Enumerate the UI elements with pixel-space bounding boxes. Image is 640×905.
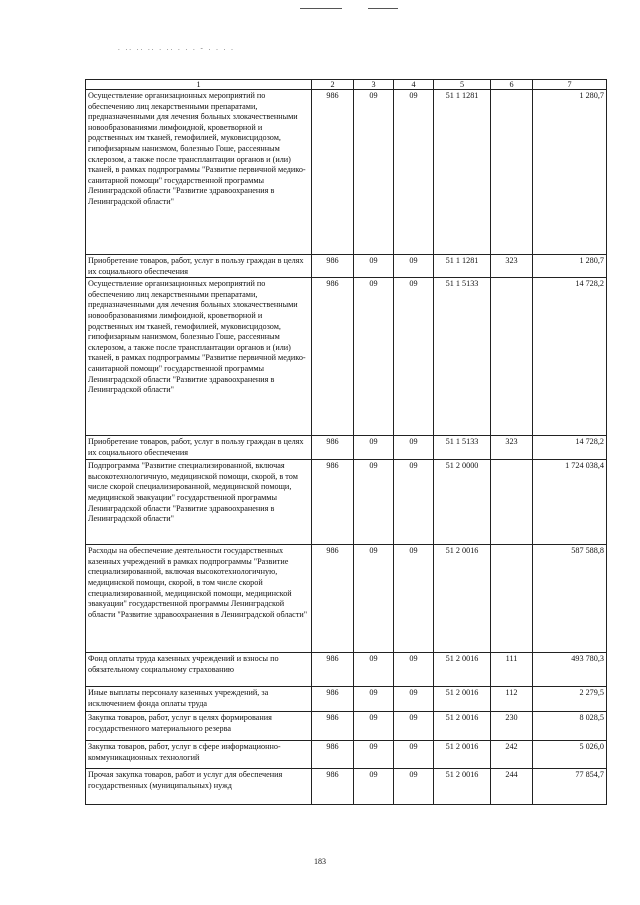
row-subsection: 09 <box>394 769 434 805</box>
row-subsection: 09 <box>394 653 434 687</box>
row-amount: 14 728,2 <box>533 278 607 436</box>
table-row <box>86 687 607 712</box>
row-subsection: 09 <box>394 255 434 278</box>
row-subsection: 09 <box>394 460 434 545</box>
row-expense-type <box>491 90 533 255</box>
row-expense-type: 112 <box>491 687 533 712</box>
table-row <box>86 712 607 741</box>
row-expense-type: 244 <box>491 769 533 805</box>
row-admin-code: 986 <box>312 255 354 278</box>
row-admin-code: 986 <box>312 712 354 741</box>
row-target-code: 51 2 0016 <box>434 687 491 712</box>
row-section: 09 <box>354 278 394 436</box>
column-header: 1 <box>86 80 312 90</box>
budget-table <box>85 79 607 805</box>
table-row <box>86 255 607 278</box>
row-subsection: 09 <box>394 712 434 741</box>
row-admin-code: 986 <box>312 90 354 255</box>
row-section: 09 <box>354 436 394 460</box>
row-expense-type: 111 <box>491 653 533 687</box>
row-amount: 1 280,7 <box>533 90 607 255</box>
top-rule-right <box>368 8 398 9</box>
row-section: 09 <box>354 545 394 653</box>
row-section: 09 <box>354 687 394 712</box>
row-admin-code: 986 <box>312 653 354 687</box>
row-target-code: 51 2 0016 <box>434 769 491 805</box>
column-header: 6 <box>491 80 533 90</box>
row-admin-code: 986 <box>312 460 354 545</box>
row-target-code: 51 1 1281 <box>434 90 491 255</box>
row-name: Прочая закупка товаров, работ и услуг для обеспечения государственных (муниципальных) нужд <box>86 769 312 805</box>
page-number: 183 <box>314 857 326 866</box>
column-header: 2 <box>312 80 354 90</box>
row-target-code: 51 2 0016 <box>434 741 491 769</box>
row-target-code: 51 2 0016 <box>434 653 491 687</box>
top-rule-left <box>300 8 342 9</box>
row-subsection: 09 <box>394 278 434 436</box>
row-admin-code: 986 <box>312 545 354 653</box>
row-subsection: 09 <box>394 741 434 769</box>
row-admin-code: 986 <box>312 278 354 436</box>
row-amount: 1 280,7 <box>533 255 607 278</box>
row-expense-type: 323 <box>491 436 533 460</box>
row-name: Приобретение товаров, работ, услуг в пользу граждан в целях их социального обеспечения <box>86 436 312 460</box>
row-name: Осуществление организационных мероприятий по обеспечению лиц лекарственными препаратами, предназначенными для лечения больных злокачественными новообразованиями лимфоидной, кроветворной и родственных им тканей, гемофилией, муковисцидозом, гипофизарным нанизмом, болезнью Гоше, рассеянным склерозом, а также после трансплантации органов и (или) тканей, в рамках подпрограммы "Развитие первичной медико-санитарной помощи" государственной программы Ленинградской области "Развитие здравоохранения в Ленинградской области" <box>86 278 312 436</box>
column-header: 7 <box>533 80 607 90</box>
row-target-code: 51 1 1281 <box>434 255 491 278</box>
row-expense-type <box>491 460 533 545</box>
row-name: Фонд оплаты труда казенных учреждений и взносы по обязательному социальному страхованию <box>86 653 312 687</box>
table-row <box>86 653 607 687</box>
row-expense-type: 242 <box>491 741 533 769</box>
row-name: Закупка товаров, работ, услуг в сфере информационно-коммуникационных технологий <box>86 741 312 769</box>
column-numbers-row <box>86 80 607 90</box>
table-row <box>86 741 607 769</box>
row-amount: 77 854,7 <box>533 769 607 805</box>
row-expense-type <box>491 278 533 436</box>
table-row <box>86 278 607 436</box>
row-section: 09 <box>354 653 394 687</box>
row-section: 09 <box>354 741 394 769</box>
row-expense-type: 230 <box>491 712 533 741</box>
row-amount: 14 728,2 <box>533 436 607 460</box>
column-header: 5 <box>434 80 491 90</box>
row-section: 09 <box>354 712 394 741</box>
row-section: 09 <box>354 769 394 805</box>
row-target-code: 51 2 0000 <box>434 460 491 545</box>
column-header: 4 <box>394 80 434 90</box>
table-row <box>86 90 607 255</box>
row-section: 09 <box>354 90 394 255</box>
row-name: Иные выплаты персоналу казенных учреждений, за исключением фонда оплаты труда <box>86 687 312 712</box>
table-row <box>86 545 607 653</box>
row-amount: 1 724 038,4 <box>533 460 607 545</box>
row-subsection: 09 <box>394 545 434 653</box>
row-admin-code: 986 <box>312 687 354 712</box>
row-name: Осуществление организационных мероприятий по обеспечению лиц лекарственными препаратами, предназначенными для лечения больных злокачественными новообразованиями лимфоидной, кроветворной и родственных им тканей, гемофилией, муковисцидозом, гипофизарным нанизмом, болезнью Гоше, рассеянным склерозом, а также после трансплантации органов и (или) тканей, в рамках подпрограммы "Развитие первичной медико-санитарной помощи" государственной программы Ленинградской области "Развитие здравоохранения в Ленинградской области" <box>86 90 312 255</box>
row-target-code: 51 2 0016 <box>434 545 491 653</box>
row-section: 09 <box>354 460 394 545</box>
row-expense-type <box>491 545 533 653</box>
row-expense-type: 323 <box>491 255 533 278</box>
row-admin-code: 986 <box>312 769 354 805</box>
row-target-code: 51 1 5133 <box>434 278 491 436</box>
row-amount: 5 026,0 <box>533 741 607 769</box>
table-row <box>86 436 607 460</box>
row-target-code: 51 2 0016 <box>434 712 491 741</box>
row-amount: 493 780,3 <box>533 653 607 687</box>
row-admin-code: 986 <box>312 741 354 769</box>
header-marks: . .. .. .. . .. . . . - . . . . <box>118 44 235 52</box>
row-name: Расходы на обеспечение деятельности государственных казенных учреждений в рамках подпрограммы "Развитие специализированной, включая высокотехнологичную, медицинской помощи, скорой, в том числе скорой специализированной, медицинской помощи, медицинской эвакуации" государственной программы Ленинградской области "Развитие здравоохранения в Ленинградской области" <box>86 545 312 653</box>
column-header: 3 <box>354 80 394 90</box>
row-subsection: 09 <box>394 436 434 460</box>
row-name: Приобретение товаров, работ, услуг в пользу граждан в целях их социального обеспечения <box>86 255 312 278</box>
row-amount: 8 028,5 <box>533 712 607 741</box>
row-subsection: 09 <box>394 90 434 255</box>
row-target-code: 51 1 5133 <box>434 436 491 460</box>
table-row <box>86 769 607 805</box>
row-section: 09 <box>354 255 394 278</box>
row-admin-code: 986 <box>312 436 354 460</box>
row-subsection: 09 <box>394 687 434 712</box>
row-amount: 2 279,5 <box>533 687 607 712</box>
row-amount: 587 588,8 <box>533 545 607 653</box>
row-name: Подпрограмма "Развитие специализированной, включая высокотехнологичную, медицинской помощи, скорой, в том числе скорой специализированной, медицинской помощи, медицинской эвакуации" государственной программы Ленинградской области "Развитие здравоохранения в Ленинградской области" <box>86 460 312 545</box>
row-name: Закупка товаров, работ, услуг в целях формирования государственного материального резерва <box>86 712 312 741</box>
table-row <box>86 460 607 545</box>
